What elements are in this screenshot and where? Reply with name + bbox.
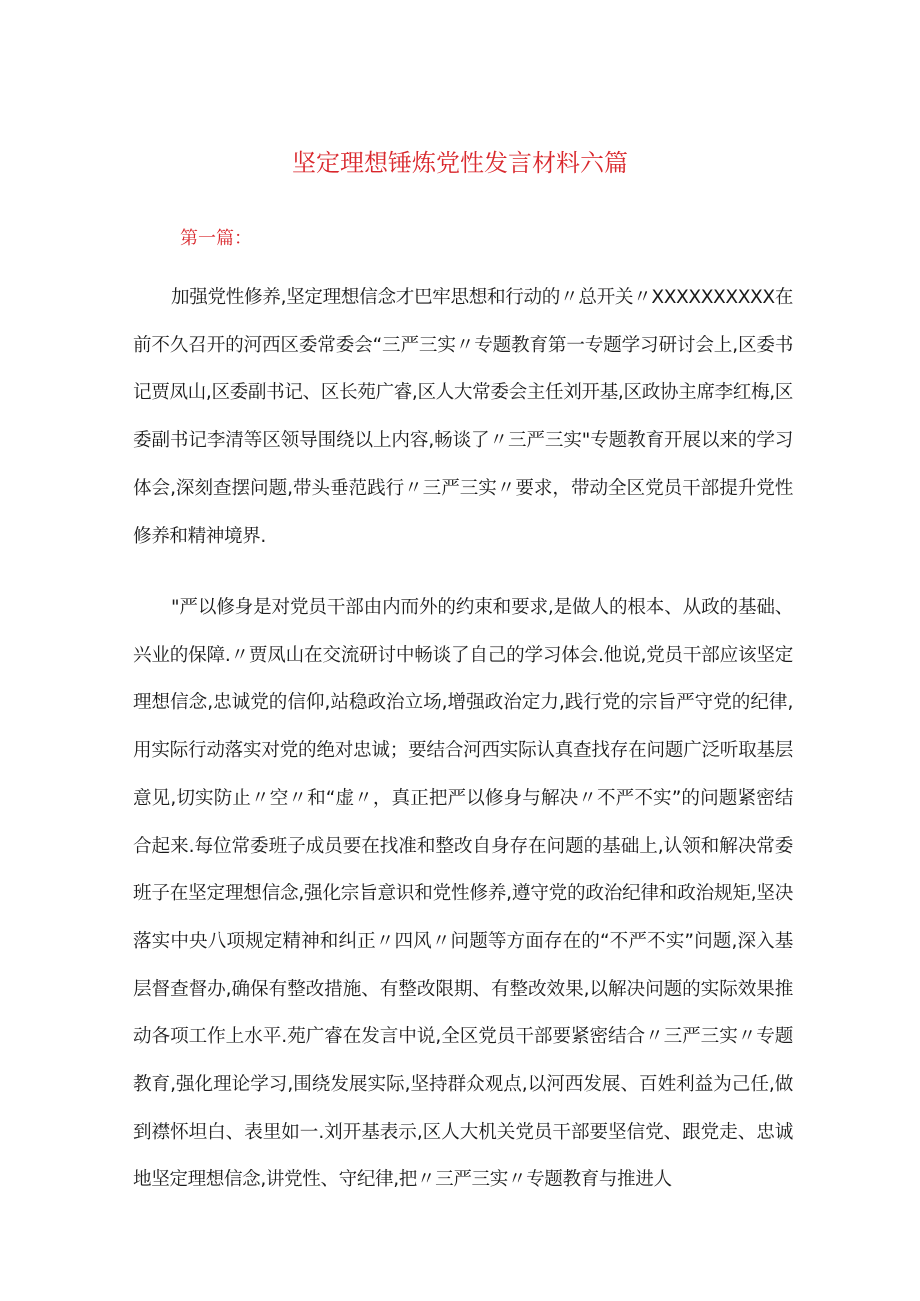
body-paragraph: 加强党性修养,坚定理想信念才巴牢思想和行动的〃总开关〃XXXXXXXXXX在前不久召开的河西区委常委会“三严三实〃专题教育第一专题学习研讨会上,区委书记贾凤山,区委副书记、区长苑广睿,区人大常委会主任刘开基,区政协主席李红梅,区委副书记李清等区领导围绕以上内容,畅谈了〃三严三实"专题教育开展以来的学习体会,深刻查摆问题,带头垂范践行〃三严三实〃要求，带动全区党员干部提升党性修养和精神境界. [133, 287, 793, 547]
document-title: 坚定理想锤炼党性发言材料六篇 [292, 149, 628, 177]
body-paragraph: "严以修身是对党员干部由内而外的约束和要求,是做人的根本、从政的基础、兴业的保障.〃贾凤山在交流研讨中畅谈了自己的学习体会.他说,党员干部应该坚定理想信念,忠诚党的信仰,站稳政治立场,增强政治定力,践行党的宗旨严守党的纪律,用实际行动落实对党的绝对忠诚；要结合河西实际认真查找存在问题广泛听取基层意见,切实防止〃空〃和“虚〃，真正把严以修身与解决〃不严不实”的问题紧密结合起来.每位常委班子成员要在找准和整改自身存在问题的基础上,认领和解决常委班子在坚定理想信念,强化宗旨意识和党性修养,遵守党的政治纪律和政治规矩,坚决落实中央八项规定精神和纠正〃四风〃问题等方面存在的“不严不实”问题,深入基层督查督办,确保有整改措施、有整改限期、有整改效果,以解决问题的实际效果推动各项工作上水平.苑广睿在发言中说,全区党员干部要紧密结合〃三严三实〃专题教育,强化理论学习,围绕发展实际,坚持群众观点,以河西发展、百姓利益为己任,做到襟怀坦白、表里如一.刘开基表示,区人大机关党员干部要坚信党、跟党走、忠诚地坚定理想信念,讲党性、守纪律,把〃三严三实〃专题教育与推进人 [133, 597, 793, 1191]
section-heading: 第一篇： [180, 228, 252, 249]
